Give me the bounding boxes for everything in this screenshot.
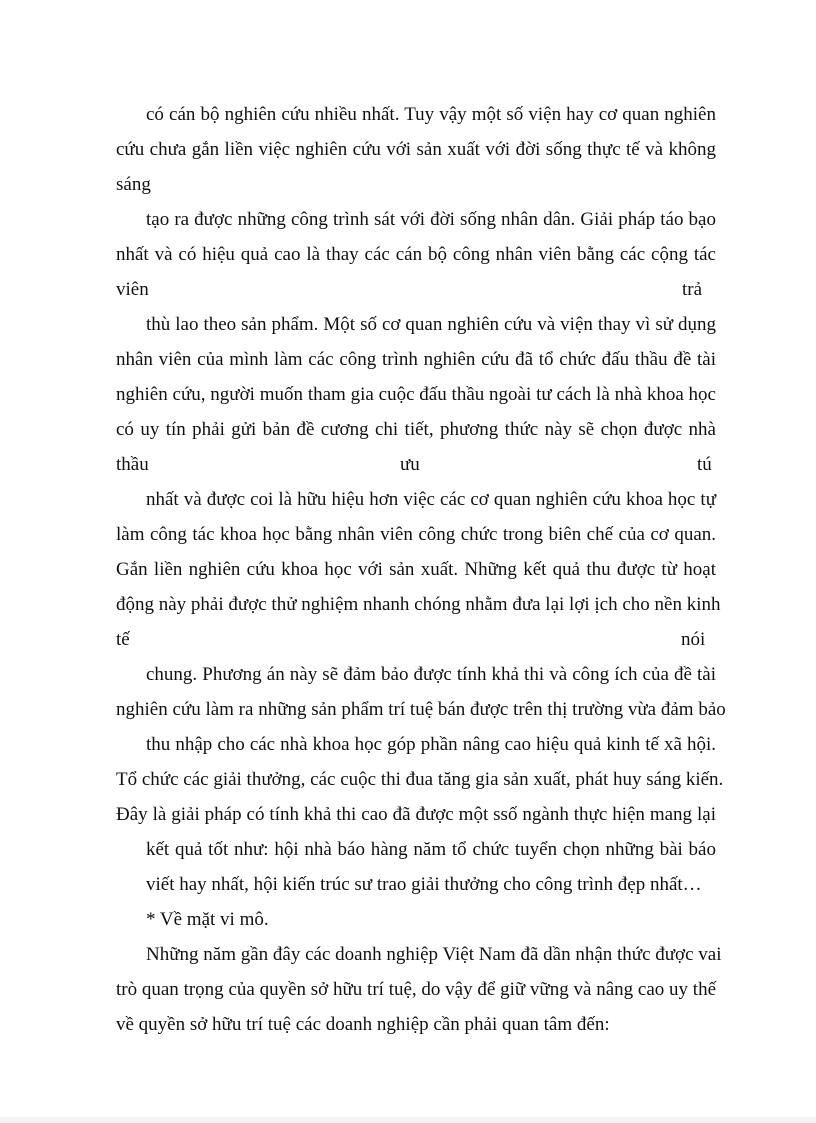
text-line: cứu chưa gắn liền việc nghiên cứu với sản xuất với đời sống thực tế và không	[116, 139, 716, 160]
text-line: thầu	[116, 454, 149, 475]
text-line: Những năm gần đây các doanh nghiệp Việt Nam đã dần nhận thức được vai	[146, 944, 722, 965]
text-line: kết quả tốt như: hội nhà báo hàng năm tổ chức tuyển chọn những bài báo	[146, 839, 716, 860]
text-line: nghiên cứu làm ra những sản phẩm trí tuệ bán được trên thị trường vừa đảm bảo	[116, 699, 726, 720]
text-line: Tổ chức các giải thưởng, các cuộc thi đua tăng gia sản xuất, phát huy sáng kiến.	[116, 769, 724, 790]
text-line: Đây là giải pháp có tính khả thi cao đã được một ssố ngành thực hiện mang lại	[116, 804, 716, 825]
text-line: ưu	[400, 454, 420, 475]
text-line: có uy tín phải gửi bản đề cương chi tiết, phương thức này sẽ chọn được nhà	[116, 419, 716, 440]
text-line: tú	[697, 454, 712, 475]
text-line: nói	[681, 629, 706, 650]
text-line: nhất và có hiệu quả cao là thay các cán bộ công nhân viên bằng các cộng tác	[116, 244, 716, 265]
section-heading: * Về mặt vi mô.	[146, 909, 269, 930]
text-line: động này phải được thử nghiệm nhanh chóng nhằm đưa lại lợi ịch cho nền kinh	[116, 594, 721, 615]
text-line: thù lao theo sản phẩm. Một số cơ quan nghiên cứu và viện thay vì sử dụng	[146, 314, 716, 335]
text-line: tạo ra được những công trình sát với đời sống nhân dân. Giải pháp táo bạo	[146, 209, 716, 230]
text-line: Gắn liền nghiên cứu khoa học với sản xuất. Những kết quả thu được từ hoạt	[116, 559, 716, 580]
text-line: thu nhập cho các nhà khoa học góp phần nâng cao hiệu quả kinh tế xã hội.	[146, 734, 716, 755]
text-line: làm công tác khoa học bằng nhân viên công chức trong biên chế của cơ quan.	[116, 524, 716, 545]
text-line: nhân viên của mình làm các công trình nghiên cứu đã tổ chức đấu thầu đề tài	[116, 349, 716, 370]
text-line: có cán bộ nghiên cứu nhiều nhất. Tuy vậy một số viện hay cơ quan nghiên	[146, 104, 716, 125]
text-line: viết hay nhất, hội kiến trúc sư trao giải thưởng cho công trình đẹp nhất…	[146, 874, 702, 895]
text-line: nghiên cứu, người muốn tham gia cuộc đấu thầu ngoài tư cách là nhà khoa học	[116, 384, 716, 405]
text-line: tế	[116, 629, 130, 650]
text-line: trò quan trọng của quyền sở hữu trí tuệ, do vậy để giữ vững và nâng cao uy thế	[116, 979, 716, 1000]
text-line: viên	[116, 279, 149, 300]
text-line: nhất và được coi là hữu hiệu hơn việc các cơ quan nghiên cứu khoa học tự	[146, 489, 716, 510]
text-line: chung. Phương án này sẽ đảm bảo được tính khả thi và công ích của đề tài	[146, 664, 716, 685]
text-line: về quyền sở hữu trí tuệ các doanh nghiệp cần phải quan tâm đến:	[116, 1014, 610, 1035]
text-line: trả	[682, 279, 703, 300]
page-bottom-edge	[0, 1117, 816, 1123]
text-line: sáng	[116, 174, 151, 195]
